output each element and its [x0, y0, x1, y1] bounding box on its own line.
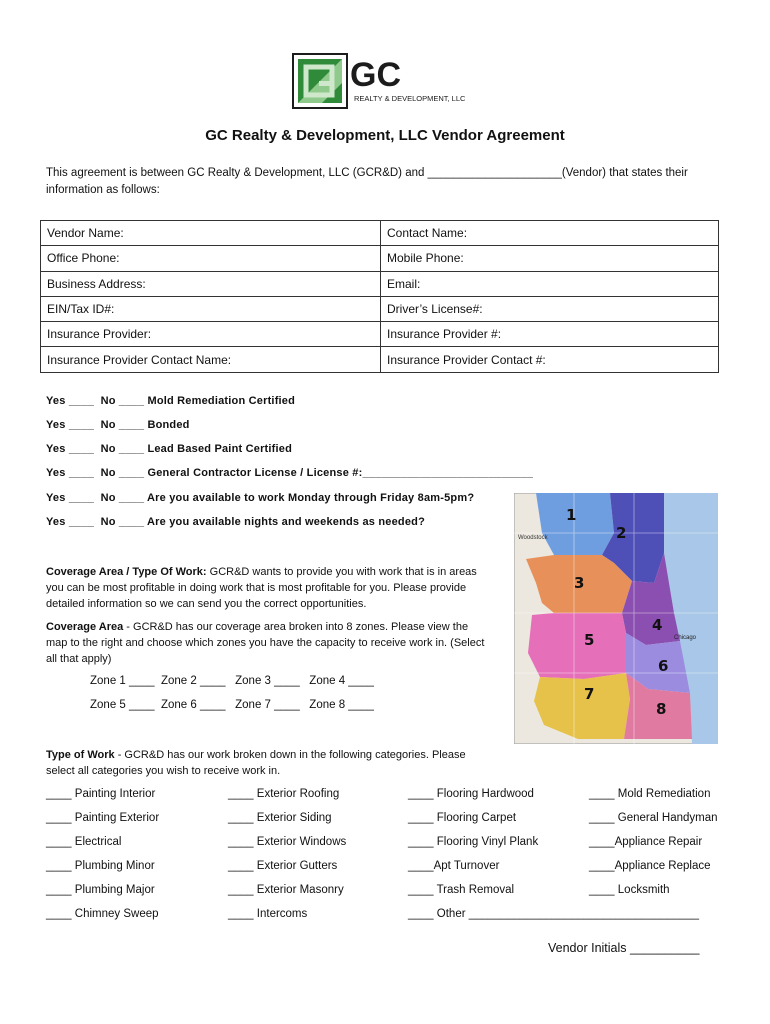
zone-1-label: 1	[566, 506, 577, 524]
table-row	[41, 271, 719, 296]
document-title: GC Realty & Development, LLC Vendor Agreement	[205, 127, 565, 144]
insurance-contact-number-field[interactable]: Insurance Provider Contact #:	[381, 347, 719, 372]
table-row	[41, 296, 719, 321]
vendor-initials-field[interactable]: Vendor Initials __________	[548, 941, 700, 955]
contact-name-field[interactable]: Contact Name:	[381, 221, 719, 246]
zone-4-label: 4	[652, 616, 663, 634]
coverage-type-text: you can be most profitable in doing work that is most profitable for you. Please provide	[46, 582, 467, 594]
coverage-area-text: map to the right and choose which zones you have the capacity to receive work in. (Select	[46, 637, 485, 649]
coverage-type-text: GCR&D wants to provide you with work that is in areas	[206, 566, 477, 578]
business-address-field[interactable]: Business Address:	[41, 271, 381, 296]
intro-paragraph	[46, 165, 706, 198]
coverage-area-text: - GCR&D has our coverage area broken into 8 zones. Please view the	[123, 621, 469, 633]
type-of-work-heading: Type of Work	[46, 749, 115, 761]
category-chimney-sweep[interactable]: ____ Chimney Sweep	[46, 908, 159, 920]
category-trash-removal[interactable]: ____ Trash Removal	[408, 884, 515, 896]
logo-letters: GC	[350, 56, 401, 94]
question-contractor-license[interactable]: Yes ____ No ____ General Contractor License / License #:___________________________	[46, 467, 534, 479]
table-row	[41, 221, 719, 246]
category-other[interactable]: ____ Other ____________________________________	[408, 908, 699, 920]
question-mold-remediation[interactable]: Yes ____ No ____ Mold Remediation Certified	[46, 395, 296, 407]
coverage-area-paragraph	[46, 619, 501, 667]
coverage-area-heading: Coverage Area	[46, 621, 124, 633]
category-plumbing-major[interactable]: ____ Plumbing Major	[46, 884, 155, 896]
logo-subtitle: REALTY & DEVELOPMENT, LLC	[354, 94, 466, 103]
drivers-license-field[interactable]: Driver’s License#:	[381, 296, 719, 321]
coverage-type-heading: Coverage Area / Type Of Work:	[46, 566, 207, 578]
category-plumbing-minor[interactable]: ____ Plumbing Minor	[46, 860, 155, 872]
coverage-type-text: detailed information so we can send you the correct opportunities.	[46, 598, 367, 610]
category-exterior-windows[interactable]: ____ Exterior Windows	[228, 836, 347, 848]
category-exterior-masonry[interactable]: ____ Exterior Masonry	[228, 884, 344, 896]
zone-selection-row-1[interactable]: Zone 1 ____ Zone 2 ____ Zone 3 ____ Zone 4 ____	[90, 675, 374, 687]
zone-selection-row-2[interactable]: Zone 5 ____ Zone 6 ____ Zone 7 ____ Zone 8 ____	[90, 699, 374, 711]
zone-5-label: 5	[584, 631, 595, 649]
type-of-work-text: select all categories you wish to receive work in.	[46, 765, 281, 777]
category-painting-interior[interactable]: ____ Painting Interior	[46, 788, 156, 800]
category-appliance-repair[interactable]: ____Appliance Repair	[589, 836, 703, 848]
intro-line-2: information as follows:	[46, 183, 160, 196]
zone-2-label: 2	[616, 524, 627, 542]
table-row	[41, 347, 719, 372]
insurance-provider-number-field[interactable]: Insurance Provider #:	[381, 322, 719, 347]
company-logo	[292, 53, 492, 109]
map-place-label: Chicago	[674, 635, 697, 641]
insurance-provider-field[interactable]: Insurance Provider:	[41, 322, 381, 347]
zone-6-label: 6	[658, 657, 669, 675]
category-general-handyman[interactable]: ____ General Handyman	[589, 812, 718, 824]
intro-line-1: This agreement is between GC Realty & Development, LLC (GCR&D) and _____________________(Vendor) that states their	[46, 167, 688, 179]
category-flooring-hardwood[interactable]: ____ Flooring Hardwood	[408, 788, 534, 800]
mobile-phone-field[interactable]: Mobile Phone:	[381, 246, 719, 271]
vendor-name-field[interactable]: Vendor Name:	[41, 221, 381, 246]
coverage-zone-map	[514, 493, 718, 744]
category-exterior-siding[interactable]: ____ Exterior Siding	[228, 812, 332, 824]
map-place-label: Woodstock	[518, 535, 548, 541]
question-nights-weekends[interactable]: Yes ____ No ____ Are you available nights and weekends as needed?	[46, 516, 426, 528]
office-phone-field[interactable]: Office Phone:	[41, 246, 381, 271]
category-mold-remediation[interactable]: ____ Mold Remediation	[589, 788, 711, 800]
question-lead-paint[interactable]: Yes ____ No ____ Lead Based Paint Certified	[46, 443, 293, 455]
category-electrical[interactable]: ____ Electrical	[46, 836, 122, 848]
zone-3-label: 3	[574, 574, 585, 592]
type-of-work-paragraph	[46, 747, 516, 779]
question-bonded[interactable]: Yes ____ No ____ Bonded	[46, 419, 190, 431]
type-of-work-text: - GCR&D has our work broken down in the following categories. Please	[114, 749, 466, 761]
ein-field[interactable]: EIN/Tax ID#:	[41, 296, 381, 321]
coverage-area-text: all that apply)	[46, 653, 112, 665]
table-row	[41, 322, 719, 347]
zone-5-area	[528, 613, 626, 679]
vendor-info-table	[40, 220, 719, 373]
category-flooring-vinyl-plank[interactable]: ____ Flooring Vinyl Plank	[408, 836, 539, 848]
category-flooring-carpet[interactable]: ____ Flooring Carpet	[408, 812, 517, 824]
coverage-type-paragraph	[46, 564, 501, 612]
category-painting-exterior[interactable]: ____ Painting Exterior	[46, 812, 160, 824]
table-row	[41, 246, 719, 271]
category-exterior-gutters[interactable]: ____ Exterior Gutters	[228, 860, 338, 872]
zone-7-label: 7	[584, 685, 595, 703]
category-intercoms[interactable]: ____ Intercoms	[228, 908, 308, 920]
question-weekday-availability[interactable]: Yes ____ No ____ Are you available to work Monday through Friday 8am-5pm?	[46, 492, 475, 504]
category-locksmith[interactable]: ____ Locksmith	[589, 884, 670, 896]
category-appliance-replace[interactable]: ____Appliance Replace	[589, 860, 711, 872]
insurance-contact-name-field[interactable]: Insurance Provider Contact Name:	[41, 347, 381, 372]
email-field[interactable]: Email:	[381, 271, 719, 296]
category-apt-turnover[interactable]: ____Apt Turnover	[408, 860, 500, 872]
category-exterior-roofing[interactable]: ____ Exterior Roofing	[228, 788, 340, 800]
zone-8-label: 8	[656, 700, 667, 718]
